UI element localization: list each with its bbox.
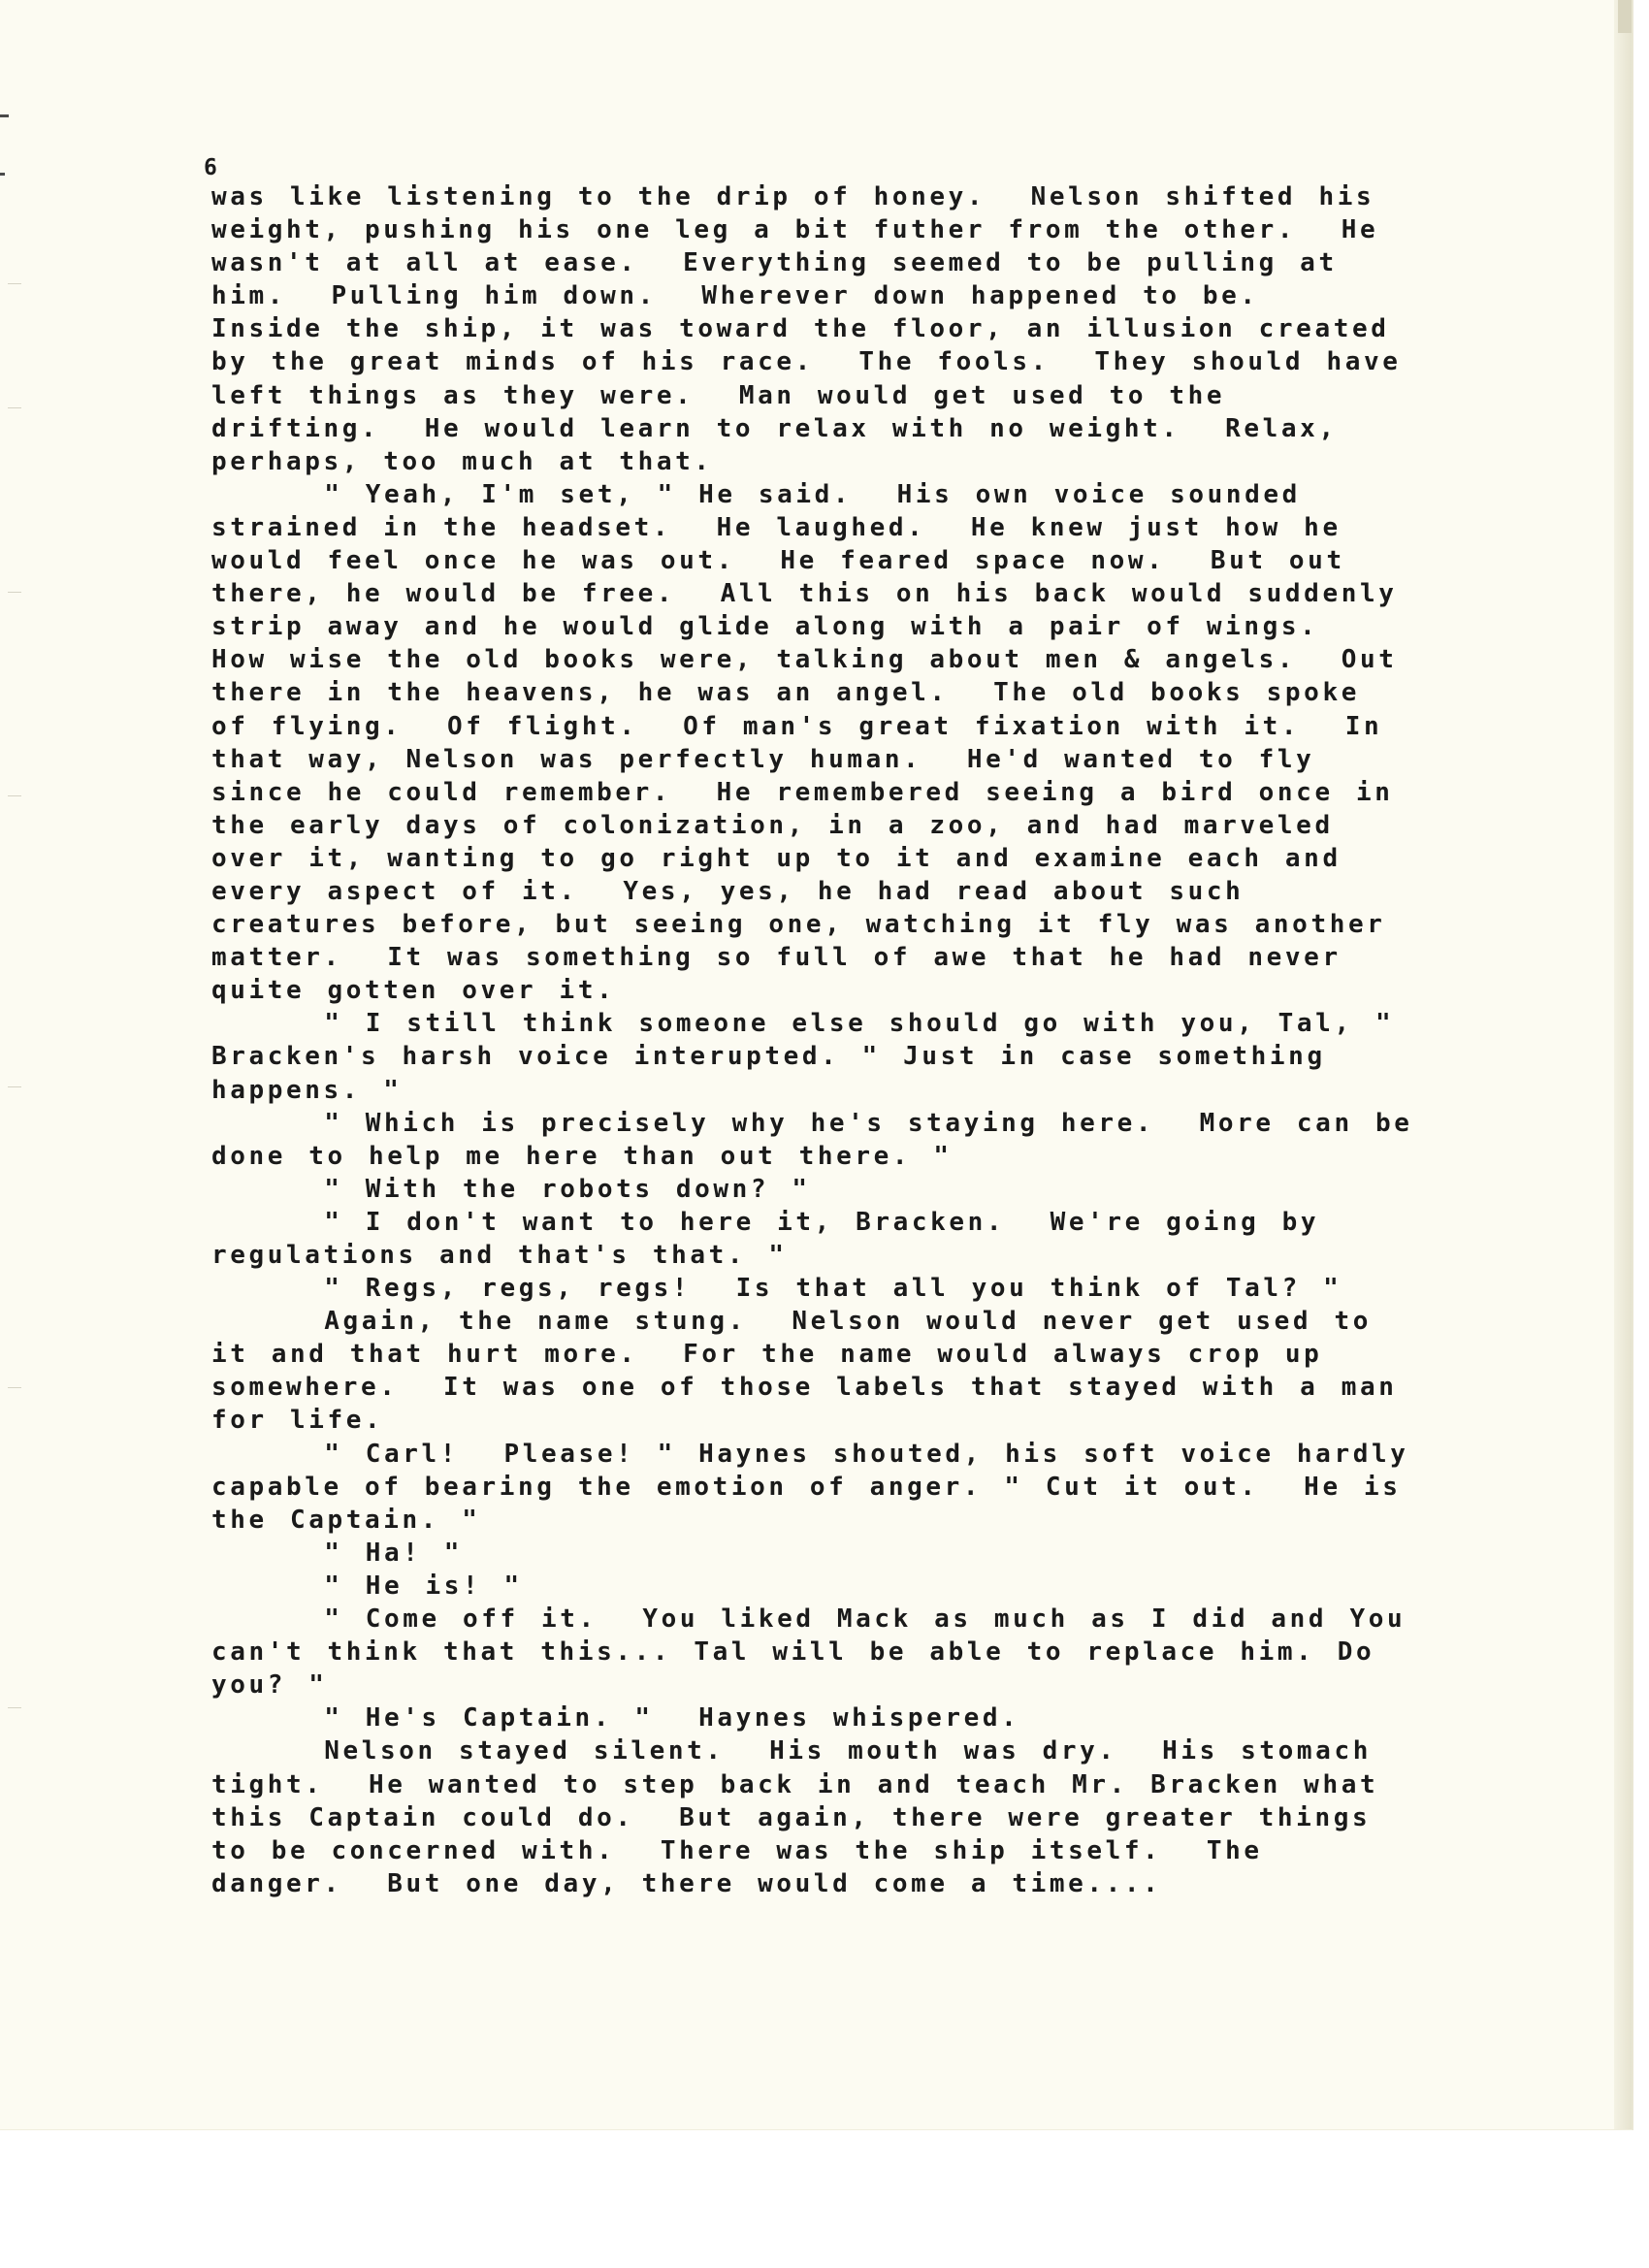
text-line: weight, pushing his one leg a bit futher from the other. He: [211, 215, 1379, 245]
text-line: danger. But one day, there would come a time....: [211, 1868, 1162, 1898]
margin-speck: [8, 592, 21, 593]
text-line: strip away and he would glide along with a pair of wings.: [211, 612, 1319, 642]
text-line: somewhere. It was one of those labels that stayed with a man: [211, 1373, 1398, 1403]
text-line: left things as they were. Man would get used to the: [211, 380, 1226, 410]
text-line: How wise the old books were, talking about men & angels. Out: [211, 645, 1398, 675]
paper-right-edge: [1614, 0, 1632, 2129]
text-line: regulations and that's that. ": [211, 1241, 788, 1270]
text-line: tight. He wanted to step back in and teach Mr. Bracken what: [211, 1769, 1379, 1799]
margin-speck: [8, 283, 21, 284]
text-line: " Yeah, I'm set, " He said. His own voice sounded: [211, 479, 1301, 509]
text-line: by the great minds of his race. The fools. They should have: [211, 347, 1402, 377]
text-line: matter. It was something so full of awe that he had never: [211, 943, 1342, 973]
text-line: strained in the headset. He laughed. He knew just how he: [211, 512, 1342, 542]
margin-speck: [8, 1387, 21, 1388]
text-line: over it, wanting to go right up to it and examine each and: [211, 843, 1342, 873]
text-line: perhaps, too much at that.: [211, 446, 713, 476]
paper-corner-fold: [1618, 0, 1632, 33]
text-line: of flying. Of flight. Of man's great fixation with it. In: [211, 711, 1383, 741]
text-line: him. Pulling him down. Wherever down happened to be.: [211, 281, 1259, 311]
text-line: this Captain could do. But again, there were greater things: [211, 1802, 1372, 1832]
text-line: there in the heavens, he was an angel. The old books spoke: [211, 678, 1360, 708]
text-line: " With the robots down? ": [211, 1174, 811, 1204]
text-line: Again, the name stung. Nelson would never get used to: [211, 1307, 1372, 1337]
text-line: that way, Nelson was perfectly human. He'd wanted to fly: [211, 744, 1315, 774]
text-line: to be concerned with. There was the ship itself. The: [211, 1835, 1263, 1865]
text-line: drifting. He would learn to relax with no weight. Relax,: [211, 413, 1338, 443]
text-line: can't think that this... Tal will be able to replace him. Do: [211, 1637, 1375, 1668]
text-line: since he could remember. He remembered seeing a bird once in: [211, 777, 1394, 807]
text-line: quite gotten over it.: [211, 976, 616, 1006]
text-line: there, he would be free. All this on his back would suddenly: [211, 579, 1398, 609]
text-line: " I still think someone else should go with you, Tal, ": [211, 1009, 1395, 1039]
margin-mark: [0, 173, 5, 176]
text-line: the Captain. ": [211, 1505, 481, 1535]
text-line: Nelson stayed silent. His mouth was dry. His stomach: [211, 1736, 1372, 1766]
text-line: wasn't at all at ease. Everything seemed to be pulling at: [211, 248, 1338, 278]
margin-speck: [8, 795, 21, 796]
page-body-text: [211, 180, 1472, 1900]
text-line: was like listening to the drip of honey. Nelson shifted his: [211, 182, 1375, 211]
text-line: you? ": [211, 1670, 328, 1701]
text-line: " Carl! Please! " Haynes shouted, his soft voice hardly: [211, 1439, 1409, 1469]
margin-mark: [0, 114, 9, 117]
text-line: " He's Captain. " Haynes whispered.: [211, 1703, 1020, 1733]
text-line: for life.: [211, 1406, 384, 1436]
text-line: " Ha! ": [211, 1538, 464, 1568]
text-line: " Which is precisely why he's staying here. More can be: [211, 1108, 1413, 1138]
text-line: Bracken's harsh voice interupted. " Just in case something: [211, 1042, 1326, 1072]
text-line: the early days of colonization, in a zoo, and had marveled: [211, 810, 1334, 840]
text-line: happens. ": [211, 1075, 403, 1105]
text-line: done to help me here than out there. ": [211, 1141, 953, 1171]
text-line: would feel once he was out. He feared space now. But out: [211, 546, 1345, 576]
text-line: creatures before, but seeing one, watching it fly was another: [211, 910, 1386, 940]
margin-speck: [8, 407, 21, 408]
margin-speck: [8, 1086, 21, 1087]
text-line: " Come off it. You liked Mack as much as I did and You: [211, 1604, 1406, 1635]
text-line: it and that hurt more. For the name would always crop up: [211, 1340, 1323, 1370]
text-line: Inside the ship, it was toward the floor, an illusion created: [211, 314, 1390, 344]
text-line: every aspect of it. Yes, yes, he had read about such: [211, 876, 1245, 906]
text-line: " Regs, regs, regs! Is that all you think of Tal? ": [211, 1274, 1342, 1304]
text-line: capable of bearing the emotion of anger. " Cut it out. He is: [211, 1472, 1402, 1502]
margin-speck: [8, 1707, 21, 1708]
text-line: " I don't want to here it, Bracken. We're going by: [211, 1207, 1320, 1237]
text-line: " He is! ": [211, 1571, 523, 1601]
page-number: 6: [204, 155, 218, 180]
